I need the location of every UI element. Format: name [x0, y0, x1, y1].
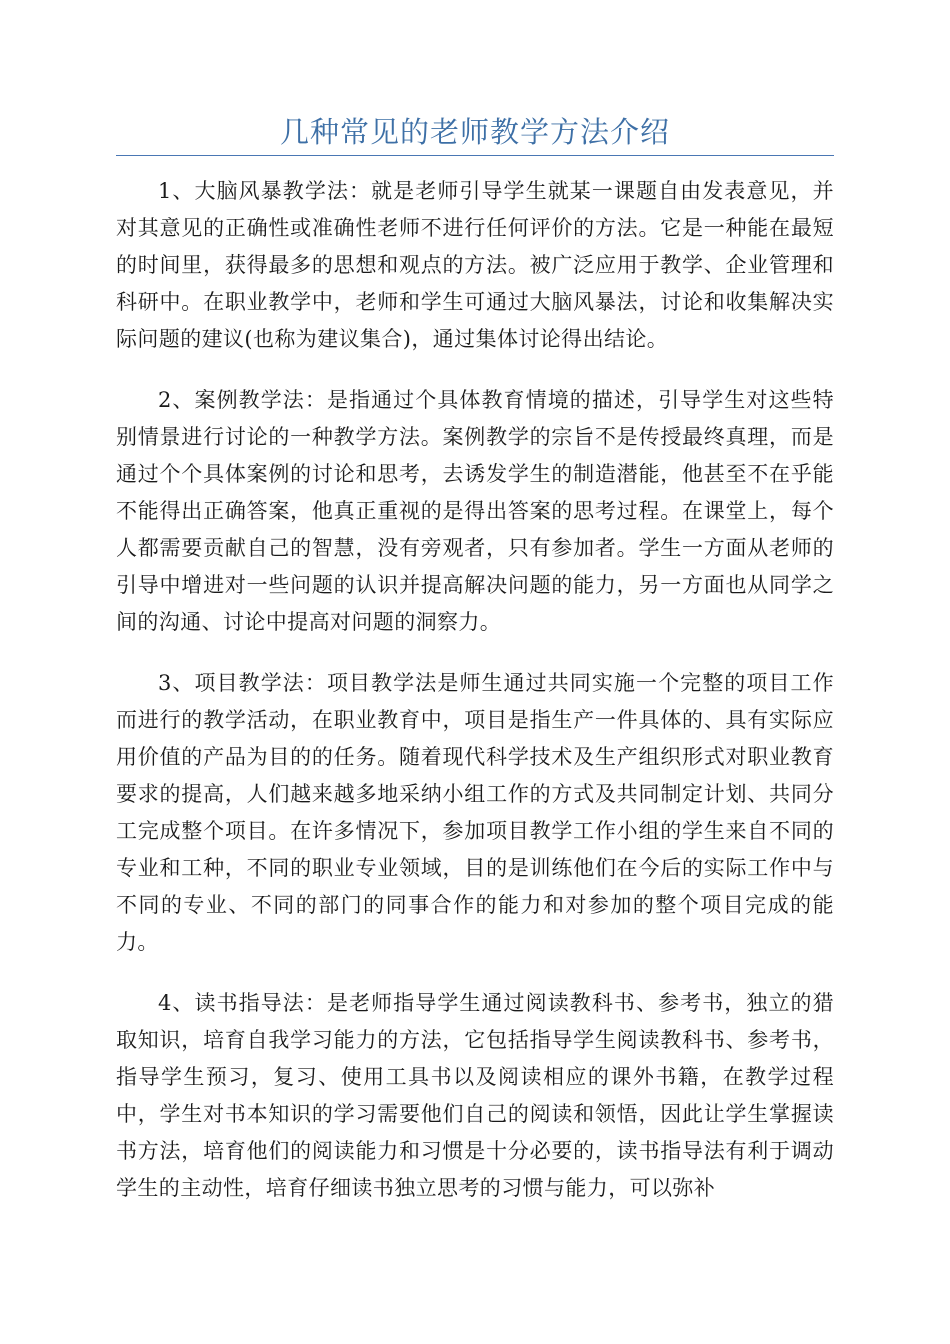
document-title: 几种常见的老师教学方法介绍	[279, 115, 670, 149]
document-body	[116, 173, 834, 1231]
paragraph-brainstorming: 1、大脑风暴教学法：就是老师引导学生就某一课题自由发表意见，并对其意见的正确性或准确性老师不进行任何评价的方法。它是一种能在最短的时间里，获得最多的思想和观点的方法。被广泛应用于教学、企业管理和科研中。在职业教学中，老师和学生可通过大脑风暴法，讨论和收集解决实际问题的建议(也称为建议集合)，通过集体讨论得出结论。	[116, 179, 834, 351]
title-underline	[116, 155, 834, 156]
paragraph-project-teaching: 3、项目教学法：项目教学法是师生通过共同实施一个完整的项目工作而进行的教学活动，在职业教育中，项目是指生产一件具体的、具有实际应用价值的产品为目的的任务。随着现代科学技术及生产组织形式对职业教育要求的提高，人们越来越多地采纳小组工作的方式及共同制定计划、共同分工完成整个项目。在许多情况下，参加项目教学工作小组的学生来自不同的专业和工种，不同的职业专业领域，目的是训练他们在今后的实际工作中与不同的专业、不同的部门的同事合作的能力和对参加的整个项目完成的能力。	[116, 671, 834, 954]
paragraph-case-teaching: 2、案例教学法：是指通过个具体教育情境的描述，引导学生对这些特别情景进行讨论的一种教学方法。案例教学的宗旨不是传授最终真理，而是通过个个具体案例的讨论和思考，去诱发学生的制造潜能，他甚至不在乎能不能得出正确答案，他真正重视的是得出答案的思考过程。在课堂上，每个人都需要贡献自己的智慧，没有旁观者，只有参加者。学生一方面从老师的引导中增进对一些问题的认识并提高解决问题的能力，另一方面也从同学之间的沟通、讨论中提高对问题的洞察力。	[116, 388, 834, 634]
paragraph-reading-guidance: 4、读书指导法：是老师指导学生通过阅读教科书、参考书，独立的猎取知识，培育自我学习能力的方法，它包括指导学生阅读教科书、参考书，指导学生预习，复习、使用工具书以及阅读相应的课外书籍，在教学过程中，学生对书本知识的学习需要他们自己的阅读和领悟，因此让学生掌握读书方法，培育他们的阅读能力和习惯是十分必要的，读书指导法有利于调动学生的主动性，培育仔细读书独立思考的习惯与能力，可以弥补	[116, 991, 834, 1200]
